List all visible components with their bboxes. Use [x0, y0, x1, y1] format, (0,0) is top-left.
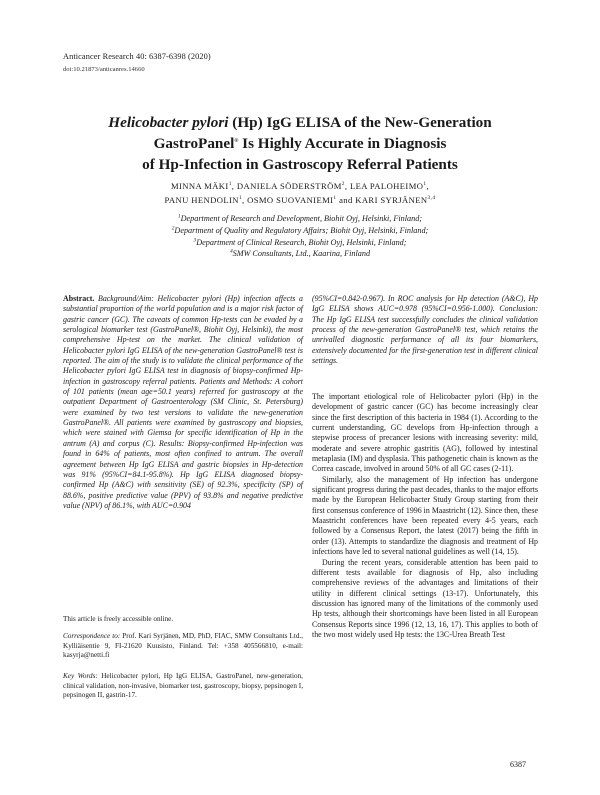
open-access-note: This article is freely accessible online.	[63, 615, 174, 623]
author-line-2: PANU HENDOLIN$^1$, OSMO SUOVANIEMI$^1$ and KARI SYRJÄNEN$^{3,4}$	[164, 194, 436, 205]
introduction	[312, 392, 538, 640]
correspondence: Correspondence to: Prof. Kari Syrjänen, MD, PhD, FIAC, SMW Consultants Ltd., Kylliäisentie 9, FI-21620 Kuusisto, Finland. Tel: +358 405566810, e-mail: kasyrja@netti.fi	[63, 632, 304, 660]
author-list	[60, 180, 540, 207]
abstract	[63, 294, 303, 511]
affiliation: $^2$Department of Quality and Regulatory Affairs; Biohit Oyj, Helsinki, Finland;	[171, 225, 429, 235]
intro-paragraph: The important etiological role of Helicobacter pylori (Hp) in the development of gastric cancer (GC) has become increasingly clear since the first description of this bacteria in 1984 (1). According to the current understanding, GC develops from Hp-infection through a stepwise process of precancer lesions with increasing severity: mild, moderate and severe atrophic gastritis (AG), followed by intestinal metaplasia (IM) and dysplasia. This pathogenetic chain is known as the Correa cascade, involved in around 50% of all GC cases (2-11).	[312, 392, 538, 474]
article-title: Helicobacter pylori (Hp) IgG ELISA of the New-Generation GastroPanel® Is Highly Accurate in Diagnosis of Hp-Infection in Gastroscopy Referral Patients	[108, 114, 492, 173]
affiliation: $^1$Department of Research and Development, Biohit Oyj, Helsinki, Finland;	[177, 213, 423, 223]
keywords: Key Words: Helicobacter pylori, Hp IgG ELISA, GastroPanel, new-generation, clinical validation, non-invasive, biomarker test, gastroscopy, biopsy, pepsinogen I, pepsinogen II, gastrin-17.	[63, 672, 303, 700]
abstract-body: Background/Aim: Helicobacter pylori (Hp) infection affects a substantial proportion of the world population and is a major risk factor of gastric cancer (GC). The caveats of common Hp-tests can be evaded by a serological biomarker test (GastroPanel®, Biohit Oyj, Helsinki), the most comprehensive Hp-test on the market. The clinical validation of Helicobacter pylori IgG ELISA of the new-generation GastroPanel® test is reported. The aim of the study is to validate the clinical performance of the Helicobacter pylori IgG ELISA test in diagnosis of biopsy-confirmed Hp-infection in gastroscopy referral patients. Patients and Methods: A cohort of 101 patients (mean age=50.1 years) referred for gastroscopy at the outpatient Department of Gastroenterology (SM Clinic, St. Petersburg) were examined by two test versions to validate the new-generation GastroPanel®. All patients were examined by gastroscopy and biopsies, which were stained with Giemsa for specific identification of Hp in the antrum (A) and corpus (C). Results: Biopsy-confirmed Hp-infection was found in 64% of patients, most often confined to antrum. The overall agreement between Hp IgG ELISA and gastric biopsies in Hp-detection was 91% (95%CI=84.1-95.8%). Hp IgG ELISA diagnosed biopsy-confirmed Hp (A&C) with sensitivity (SE) of 92.3%, specificity (SP) of 88.6%, positive predictive value (PPV) of 93.8% and negative predictive value (NPV) of 86.1%, with AUC=0.904	[63, 294, 303, 510]
affiliation: $^3$Department of Clinical Research, Biohit Oyj, Helsinki, Finland;	[193, 236, 407, 247]
title-italic: Helicobacter pylori	[108, 114, 229, 131]
intro-paragraph: Similarly, also the management of Hp infection has undergone significant progress during the past decades, thanks to the major efforts made by the European Helicobacter Study Group starting from their first consensus conference of 1996 in Maastricht (12). Since then, these Maastricht conferences have been repeated every 4-5 years, each followed by a Consensus Report, the latest (2017) being the fifth in order (13). Attempts to standardize the diagnosis and treatment of Hp infections have led to several national guidelines as well (14, 15).	[312, 474, 538, 557]
affiliation: $^4$SMW Consultants, Ltd., Kaarina, Finland	[229, 248, 371, 259]
abstract-continued: (95%CI=0.842-0.967). In ROC analysis for Hp detection (A&C), Hp IgG ELISA shows AUC=0.978 (95%CI=0.956-1.000). Conclusion: The Hp IgG ELISA test successfully concludes the clinical validation process of the new-generation GastroPanel® test, which retains the unrivalled diagnostic performance of all its four biomarkers, extensively documented for the first-generation test in different clinical settings.	[312, 294, 538, 366]
page-number: 6387	[510, 760, 526, 769]
journal-citation: Anticancer Research 40: 6387-6398 (2020)	[63, 52, 211, 61]
intro-paragraph: During the recent years, considerable attention has been paid to different tests available for diagnosis of Hp, also including comprehensive reviews of the advantages and limitations of their utility in different clinical settings (13-17). Unfortunately, this discussion has ignored many of the limitations of the commonly used Hp tests, although their shortcomings have been listed in all European Consensus Reports since 1996 (12, 13, 16, 17). This applies to both of the two most widely used Hp tests: the 13C-Urea Breath Test	[312, 557, 538, 639]
author-line-1: MINNA MÄKI$^1$, DANIELA SÖDERSTRÖM$^2$, LEA PALOHEIMO$^1$,	[170, 181, 430, 191]
affiliations	[60, 213, 540, 260]
abstract-label: Abstract.	[63, 294, 95, 303]
doi: doi:10.21873/anticanres.14660	[63, 66, 145, 73]
